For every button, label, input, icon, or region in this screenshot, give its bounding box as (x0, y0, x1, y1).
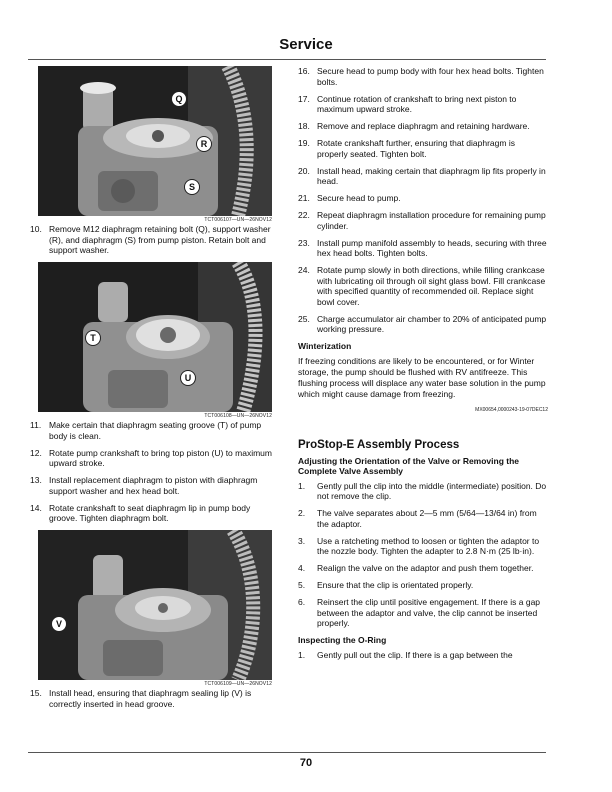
pump-illustration (38, 262, 272, 412)
callout-q: Q (171, 91, 187, 107)
list-item: 16. Secure head to pump body with four hex head bolts. Tighten bolts. (298, 66, 544, 87)
callout-t: T (85, 330, 101, 346)
list-item: 11. Make certain that diaphragm seating groove (T) of pump body is clean. (30, 420, 262, 441)
callout-s: S (184, 179, 200, 195)
winterization-text: If freezing conditions are likely to be encountered, or for Winter storage, the pump should be flushed with RV antifreeze. This flushing process will displace any water base solution in the pump which might cause damage from freezing. (298, 355, 546, 399)
list-item: 23. Install pump manifold assembly to heads, securing with three hex head bolts. Tighten bolts. (298, 237, 547, 258)
oring-step-list (298, 650, 548, 661)
right-column (298, 66, 548, 667)
list-item: 13. Install replacement diaphragm to piston with diaphragm support washer and hex head bolt. (30, 475, 258, 496)
header-divider (28, 59, 546, 60)
list-item: 12. Rotate pump crankshaft to bring top piston (U) to maximum upward stroke. (30, 447, 272, 468)
list-item: 18. Remove and replace diaphragm and retaining hardware. (298, 121, 530, 131)
pump-photo-seating-groove (38, 262, 272, 412)
list-item: 22. Repeat diaphragm installation procedure for remaining pump cylinder. (298, 210, 546, 231)
list-item: 1. Gently pull out the clip. If there is a gap between the (298, 649, 513, 660)
list-item: 4. Realign the valve on the adaptor and push them together. (298, 563, 534, 573)
list-item: 15. Install head, ensuring that diaphragm sealing lip (V) is correctly inserted in head groove. (30, 688, 252, 709)
footer-divider (28, 752, 546, 753)
figure-code: TCT006107—UN—26NOV12 (204, 217, 272, 223)
step-list (298, 66, 548, 335)
pump-illustration (38, 66, 272, 216)
list-item: 21. Secure head to pump. (298, 193, 401, 203)
left-column (30, 66, 277, 716)
step-list (30, 224, 277, 256)
figure-code: TCT006108—UN—26NOV12 (204, 413, 272, 419)
list-item: 14. Rotate crankshaft to seat diaphragm lip in pump body groove. Tighten diaphragm bolt. (30, 502, 251, 523)
callout-r: R (196, 136, 212, 152)
callout-u: U (180, 370, 196, 386)
page-title: Service (279, 36, 333, 53)
list-item: 25. Charge accumulator air chamber to 20% of anticipated pump working pressure. (298, 313, 547, 334)
callout-v: V (51, 616, 67, 632)
pump-illustration (38, 530, 272, 680)
list-item: 24. Rotate pump slowly in both directions, while filling crankcase with lubricating oil through oil sight glass bowl. Fill crankcase with specified quantity of recommended oil. Replace sight bowl cover. (298, 265, 546, 307)
winterization-heading: Winterization (298, 341, 352, 351)
prostop-subheading: Adjusting the Orientation of the Valve or Removing the Complete Valve Assembly (298, 455, 520, 476)
list-item: 10. Remove M12 diaphragm retaining bolt (Q), support washer (R), and diaphragm (S) from pump piston. Retain bolt and support washer. (30, 224, 271, 255)
section-title: ProStop-E Assembly Process (298, 438, 460, 451)
list-item: 6. Reinsert the clip until positive engagement. If there is a gap between the adaptor and valve, the clip cannot be inserted properly. (298, 597, 541, 628)
pump-photo-head-install (38, 530, 272, 680)
reference-code: MX00654,0000243-19-07DEC12 (475, 406, 548, 413)
list-item: 17. Continue rotation of crankshaft to bring next piston to maximum upward stroke. (298, 93, 517, 114)
list-item: 3. Use a ratcheting method to loosen or tighten the adaptor to the nozzle body. Tighten the adapter to 2.8 N·m (25 lb·in). (298, 535, 540, 556)
list-item: 5. Ensure that the clip is orientated properly. (298, 580, 474, 590)
prostop-step-list (298, 481, 548, 629)
step-list (30, 688, 277, 709)
list-item: 19. Rotate crankshaft further, ensuring that diaphragm is properly seated. Tighten bolt. (298, 138, 515, 159)
oring-heading: Inspecting the O-Ring (298, 635, 387, 645)
figure-code: TCT006109—UN—26NOV12 (204, 681, 272, 687)
pump-photo-diaphragm-removal (38, 66, 272, 216)
list-item: 2. The valve separates about 2—5 mm (5/64—13/64 in) from the adaptor. (298, 508, 537, 529)
list-item: 1. Gently pull the clip into the middle (intermediate) position. Do not remove the clip. (298, 480, 547, 501)
list-item: 20. Install head, making certain that diaphragm lip fits properly in head. (298, 165, 546, 186)
step-list (30, 420, 277, 524)
page-number: 70 (299, 757, 313, 769)
